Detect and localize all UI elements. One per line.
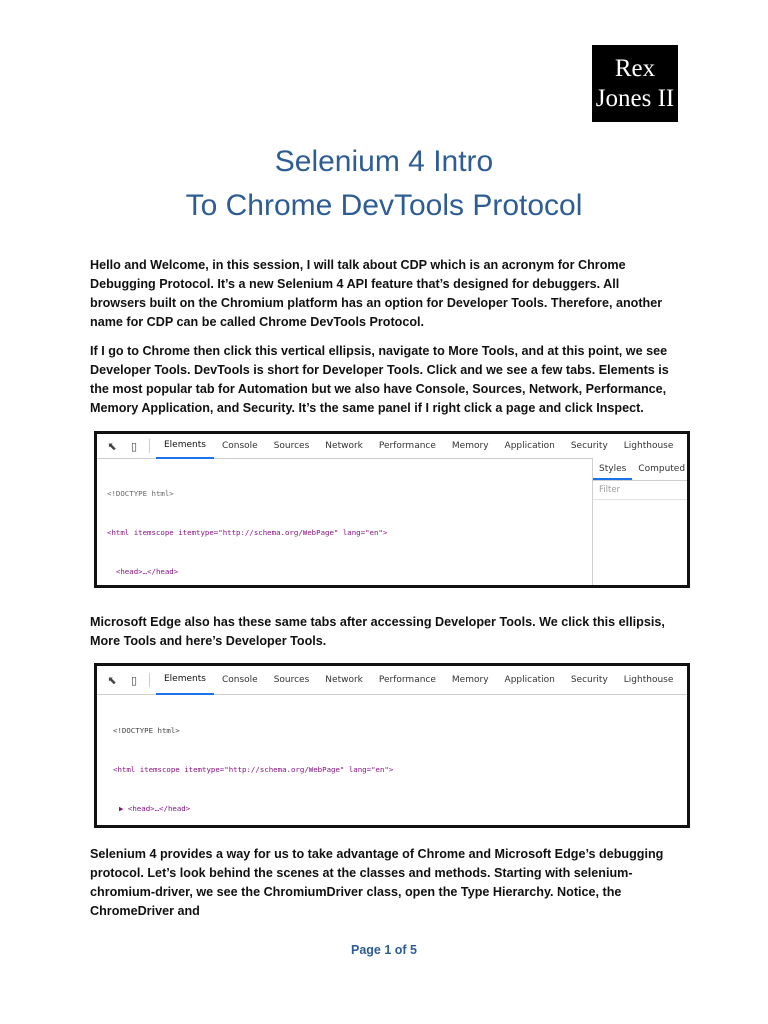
dom-line[interactable]: <!DOCTYPE html> — [107, 489, 174, 498]
tab-divider — [149, 673, 150, 687]
dom-line[interactable]: ▶ <head>…</head> — [119, 804, 191, 813]
dom-tree — [97, 695, 687, 828]
page-title — [0, 140, 768, 228]
tab-lighthouse[interactable]: Lighthouse — [623, 675, 674, 685]
tab-network[interactable]: Network — [325, 441, 363, 451]
tab-lighthouse[interactable]: Lighthouse — [623, 441, 674, 451]
title-line-1: Selenium 4 Intro — [274, 145, 494, 178]
inspect-cursor-icon[interactable]: ⬉ — [107, 673, 117, 687]
tab-sources[interactable]: Sources — [273, 675, 310, 685]
author-logo — [592, 45, 678, 122]
tab-performance[interactable]: Performance — [378, 441, 436, 451]
paragraph-intro: Hello and Welcome, in this session, I will talk about CDP which is an acronym for Chrome Debugging Protocol. It’s a new Selenium 4 API feature that’s designed for debuggers. All browsers built on the Chromium platform has an option for Developer Tools. Therefore, another name for CDP can be called Chrome DevTools Protocol. — [90, 258, 663, 329]
tab-elements[interactable]: Elements — [156, 665, 214, 695]
tab-network[interactable]: Network — [325, 675, 363, 685]
styles-panel — [592, 458, 687, 585]
edge-devtools-screenshot — [94, 663, 690, 828]
tab-memory[interactable]: Memory — [451, 675, 489, 685]
tab-elements[interactable]: Elements — [156, 433, 214, 459]
tab-console[interactable]: Console — [221, 675, 258, 685]
page-number: Page 1 of 5 — [351, 943, 417, 957]
devtools-tab-bar — [97, 434, 687, 459]
paragraph-selenium: Selenium 4 provides a way for us to take advantage of Chrome and Microsoft Edge’s debugging protocol. Let’s look behind the scenes at the classes and methods. Starting with selenium-chromium-driver, we see the ChromiumDriver class, open the Type Hierarchy. Notice, the ChromeDriver and — [90, 847, 664, 918]
logo-line-1: Rex — [614, 54, 656, 82]
tab-security[interactable]: Security — [570, 441, 608, 451]
tab-memory[interactable]: Memory — [451, 441, 489, 451]
dom-line[interactable]: <head>…</head> — [107, 567, 179, 576]
title-line-2: To Chrome DevTools Protocol — [185, 189, 583, 222]
chrome-devtools-screenshot — [94, 431, 690, 588]
tab-performance[interactable]: Performance — [378, 675, 436, 685]
tab-console[interactable]: Console — [221, 441, 258, 451]
styles-tab-bar — [593, 458, 687, 481]
dom-line[interactable]: <html itemscope itemtype="http://schema.org/WebPage" lang="en"> — [107, 528, 388, 537]
device-toolbar-icon[interactable]: ▯ — [130, 439, 138, 453]
dom-line[interactable]: <!DOCTYPE html> — [113, 726, 180, 735]
paragraph-chrome: If I go to Chrome then click this vertical ellipsis, navigate to More Tools, and at this point, we see Developer Tools. DevTools is short for Developer Tools. Click and we see a few tabs. Elements is the most popular tab for Automation but we also have Console, Sources, Network, Performance, Memory Application, and Security. It’s the same panel if I right click a page and click Inspect. — [90, 344, 669, 415]
logo-line-2: Jones II — [595, 84, 675, 112]
tab-application[interactable]: Application — [504, 675, 555, 685]
inspect-cursor-icon[interactable]: ⬉ — [107, 439, 117, 453]
tab-divider — [149, 439, 150, 453]
dom-line[interactable]: <html itemscope itemtype="http://schema.org/WebPage" lang="en"> — [113, 765, 394, 774]
device-toolbar-icon[interactable]: ▯ — [130, 673, 138, 687]
styles-filter-input[interactable]: Filter — [593, 481, 687, 500]
devtools-tab-bar — [97, 666, 687, 695]
tab-computed[interactable]: Computed — [638, 464, 686, 474]
tab-security[interactable]: Security — [570, 675, 608, 685]
tab-sources[interactable]: Sources — [273, 441, 310, 451]
tab-styles[interactable]: Styles — [593, 458, 632, 480]
tab-application[interactable]: Application — [504, 441, 555, 451]
paragraph-edge: Microsoft Edge also has these same tabs after accessing Developer Tools. We click this ellipsis, More Tools and here’s Developer Tools. — [90, 615, 665, 648]
